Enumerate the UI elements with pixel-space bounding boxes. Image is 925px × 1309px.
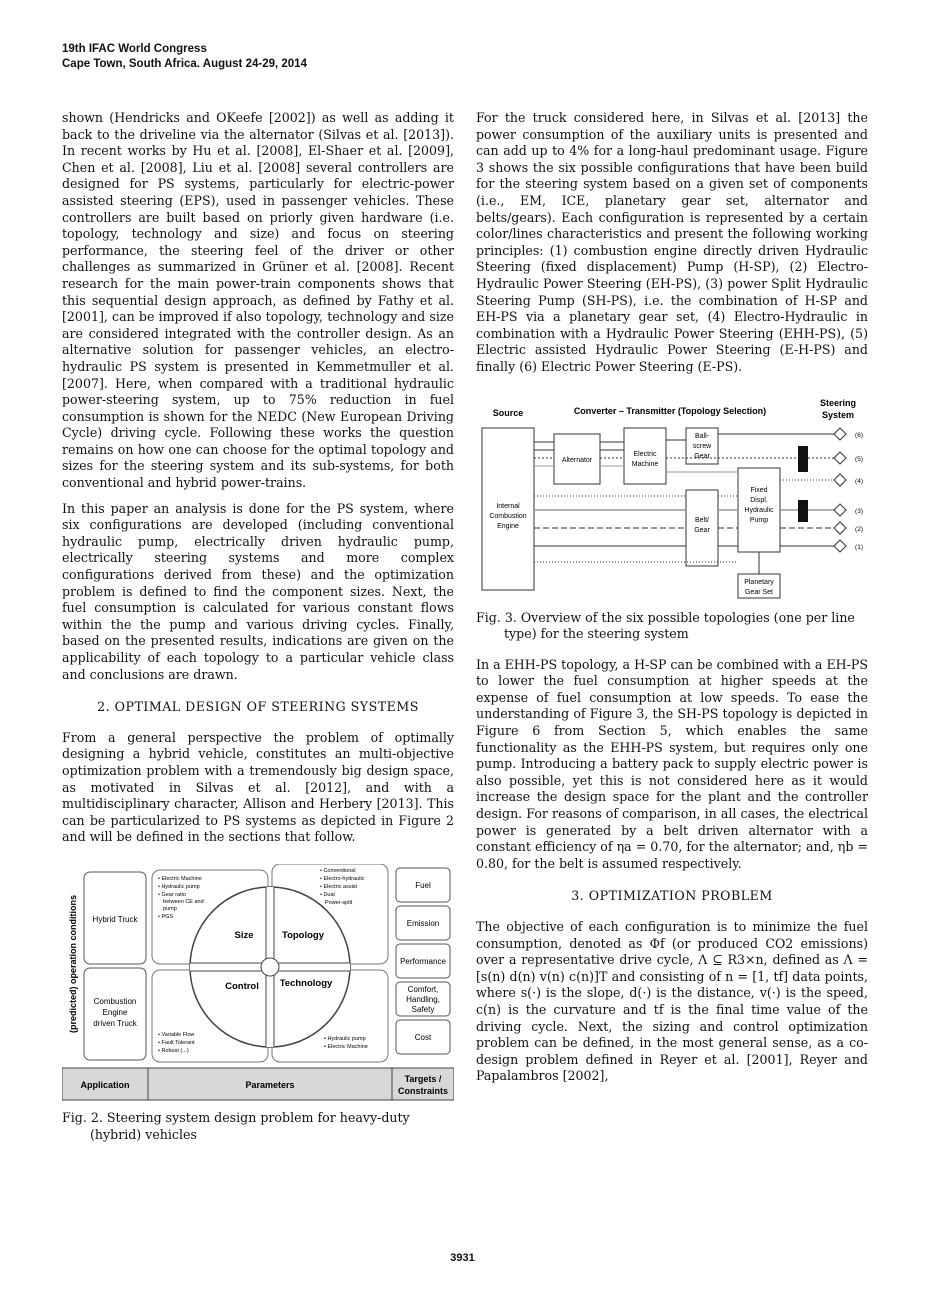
right-paragraph-1: For the truck considered here, in Silvas et al. [2013] the power consumption of the auxiliary units is presented and can add up to 4% for a long-haul predominant usage. Figure 3 shows the six possible configurations that have been build for the steering system based on a given set of components (i.e., EM, ICE, planetary gear set, alternator and belts/gears). Each configuration is represented by a certain color/lines characteristics and present the following working principles: (1) combustion engine directly driven Hydraulic Steering (fixed displacement) Pump (H-SP), (2) Electro-Hydraulic Power Steering (EH-PS), (3) power Split Hydraulic Steering Pump (SH-PS), i.e. the combination of H-SP and EH-PS via a planetary gear set, (4) Electro-Hydraulic in combination with a Hydraulic Power Steering (EHH-PS), (5) Electric assisted Hydraulic Power Steering (E-H-PS) and finally (6) Electric Power Steering (E-PS). [476,110,868,374]
fig3-output-diamond-1 [834,540,846,552]
right-paragraph-3: The objective of each configuration is to minimize the fuel consumption, denoted as Φf (or produced CO2 emissions) over a representative drive cycle, Λ ⊆ R3×n, defined as Λ = [s(n) d(n) v(n) c(n)]T and consisting of n = [1, tf] data points, where s(·) is the slope, d(·) is the distance, v(·) is the speed, c(n) is the curvature and tf is the final time value of the driving cycle. Next, the sizing and control optimization problem can be defined, in the most general sense, as a co-design problem defined in Reyer et al. [2001], Reyer and Papalambros [2002], [476,919,868,1084]
fig2-topology-item-3: • Electric assist [320,883,358,890]
fig3-pump-l2: Displ. [750,496,768,504]
fig2-side-label: (predicted) operation conditions [68,894,78,1033]
fig3-output-label-1: (1) [855,543,863,551]
fig3-ball-l2: screw [692,442,712,450]
fig2-technology-item-1: • Hydraulic pump [324,1035,366,1042]
conference-name: 19th IFAC World Congress [62,43,207,55]
fig2-quadrant-topology: Topology [281,929,325,941]
fig2-app-ce-l1: Combustion [93,996,137,1006]
fig3-pump-l3: Hydraulic [744,506,774,514]
fig2-target-performance: Performance [400,956,446,966]
fig3-em-l2: Machine [631,460,659,468]
figure-3-caption: Fig. 3. Overview of the six possible topologies (one per line type) for the steering system [476,609,855,642]
figure-2-caption: Fig. 2. Steering system design problem for heavy-duty (hybrid) vehicles [62,1109,410,1142]
fig2-quadrant-size: Size [234,929,254,941]
fig2-size-item-3: • Gear ratio [158,891,186,898]
fig3-belt-l1: Belt/ [694,516,710,524]
fig3-pgs-l2: Gear Set [744,588,774,596]
fig2-topology-item-4: • Dual [320,891,335,898]
fig2-quadrant-control: Control [225,980,259,992]
fig2-control-item-1: • Variable Flow [158,1031,195,1038]
fig2-bottom-targets-l1: Targets / [404,1073,442,1084]
fig3-pgs-l1: Planetary [744,578,774,586]
figure-3-diagram [476,392,868,604]
figure-3 [476,392,868,604]
fig3-output-label-2: (2) [855,525,863,533]
conference-header [62,42,307,72]
fig2-app-ce-l2: Engine [102,1007,128,1017]
fig2-app-hybrid: Hybrid Truck [92,914,138,924]
fig2-bottom-targets-l2: Constraints [397,1085,449,1096]
conference-location: Cape Town, South Africa. August 24-29, 2014 [62,58,307,70]
fig2-size-item-2: • Hydraulic pump [158,883,200,890]
fig3-pump-l1: Fixed [750,486,768,494]
fig3-output-diamond-5 [834,452,846,464]
fig2-quadrant-technology: Technology [279,977,333,989]
fig3-output-label-3: (3) [855,507,863,515]
fig2-target-comfort-l2: Handling, [406,994,440,1004]
fig3-ball-l1: Ball- [694,432,710,440]
fig3-belt-l2: Gear [694,526,710,534]
fig2-bottom-parameters: Parameters [245,1079,295,1090]
fig2-control-item-2: • Fault Tolerant [158,1039,195,1046]
fig2-size-item-5: pump [163,905,177,912]
fig2-target-comfort-l1: Comfort, [407,984,439,994]
fig2-technology-item-2: • Electric Machine [324,1043,368,1050]
left-paragraph-1: shown (Hendricks and OKeefe [2002]) as well as adding it back to the driveline via the alternator (Silvas et al. [2013]). In recent works by Hu et al. [2008], El-Shaer et al. [2009], Chen et al. [2008], Liu et al. [2008] several controllers are designed for PS systems, particularly for electric-power assisted steering (EPS), used in passenger vehicles. These controllers are built based on priorly given hardware (i.e. topology, technology and size) and focus on steering performance, the steering feel of the driver or other challenges as summarized in Grüner et al. [2008]. Recent research for the main power-train components shows that this sequential design approach, as defined by Fathy et al. [2001], can be improved if also topology, technology and size are considered integrated with the controller design. As an alternative solution for passenger vehicles, an electro-hydraulic PS system is presented in Kemmetmuller et al. [2007]. Here, when compared with a traditional hydraulic power-steering system, up to 75% reduction in fuel consumption is shown for the NEDC (New European Driving Cycle) driving cycle. Following these works the question remains on how one can choose for the optimal topology and sizes for the steering system and its sub-systems, for both conventional and hybrid power-trains. [62,110,454,491]
fig3-output-label-4: (4) [855,477,863,485]
page-number: 3931 [450,1252,475,1264]
fig2-app-ce-l3: driven Truck [93,1018,137,1028]
fig2-size-item-1: • Electric Machine [158,875,202,882]
fig3-title-converter: Converter – Transmitter (Topology Selection) [573,405,767,416]
fig3-alternator: Alternator [561,456,593,464]
fig3-title-steering-l1: Steering [819,397,857,408]
figure-2 [62,864,454,1104]
fig3-pump-l4: Pump [749,516,769,524]
fig2-target-fuel: Fuel [415,880,431,890]
right-paragraph-2: In a EHH-PS topology, a H-SP can be combined with a EH-PS to lower the fuel consumption at higher speeds at the expense of fuel consumption at low speeds. To ease the understanding of Figure 3, the SH-PS topology is depicted in Figure 6 from Section 5, which enables the same functionality as the EHH-PS system, but requires only one pump. Introducing a battery pack to supply electric power is also possible, yet this is not considered here as it would increase the design space for the plant and the controller design. For reasons of comparison, in all cases, the electrical power is generated by a belt driven alternator with a constant efficiency of ηa = 0.70, for the alternator; and, ηb = 0.80, for the belt is assumed respectively. [476,656,868,871]
fig2-bottom-application: Application [80,1079,130,1090]
fig2-topology-item-1: • Conventional [320,867,356,874]
fig2-topology-item-5: Power-split [325,899,353,906]
left-paragraph-2: In this paper an analysis is done for the PS system, where six configurations are developed (including conventional hydraulic pump, electrically driven hydraulic pump, electrically steering systems and more complex configurations derived from these) and the optimization problem is defined to find the component sizes. Next, the fuel consumption is calculated for various constant flows within the the pump and various driving cycles. Finally, based on the presented results, indications are given on the applicability of each topology to a particular vehicle class and conclusions are drawn. [62,500,454,682]
fig3-title-source: Source [492,407,524,418]
left-paragraph-3: From a general perspective the problem of optimally designing a hybrid vehicle, constitutes an multi-objective optimization problem with a tremendously big design space, as motivated in Silvas et al. [2012], and with a multidisciplinary character, Allison and Herbery [2013]. This can be particularized to PS systems as depicted in Figure 2 and will be defined in the sections that follow. [62,729,454,845]
fig2-target-emission: Emission [406,918,440,928]
fig2-size-item-4: between CE and [163,898,204,905]
fig2-control-item-3: • Robust (...) [158,1047,189,1054]
fig3-ice-l1: Internal [496,502,520,510]
figure-2-diagram [62,864,454,1104]
fig3-output-diamond-3 [834,504,846,516]
section-2-heading: 2. OPTIMAL DESIGN OF STEERING SYSTEMS [97,699,419,715]
fig3-output-diamond-6 [834,428,846,440]
fig2-target-cost: Cost [414,1032,432,1042]
fig3-ice-l2: Combustion [489,512,527,520]
fig3-output-diamond-2 [834,522,846,534]
fig3-em-l1: Electric [633,450,657,458]
fig3-output-label-6: (6) [855,431,863,439]
left-column [62,110,454,1157]
fig3-ice-l3: Engine [497,522,519,530]
section-3-heading: 3. OPTIMIZATION PROBLEM [571,888,773,904]
fig2-topology-item-2: • Electro-hydraulic [320,875,365,882]
fig2-target-comfort-l3: Safety [411,1004,435,1014]
fig3-ball-l3: Gear [694,452,710,460]
fig3-output-label-5: (5) [855,455,863,463]
fig2-size-item-6: • PGS [158,913,174,920]
right-column [476,110,868,1094]
fig3-output-diamond-4 [834,474,846,486]
fig3-title-steering-l2: System [821,409,855,420]
